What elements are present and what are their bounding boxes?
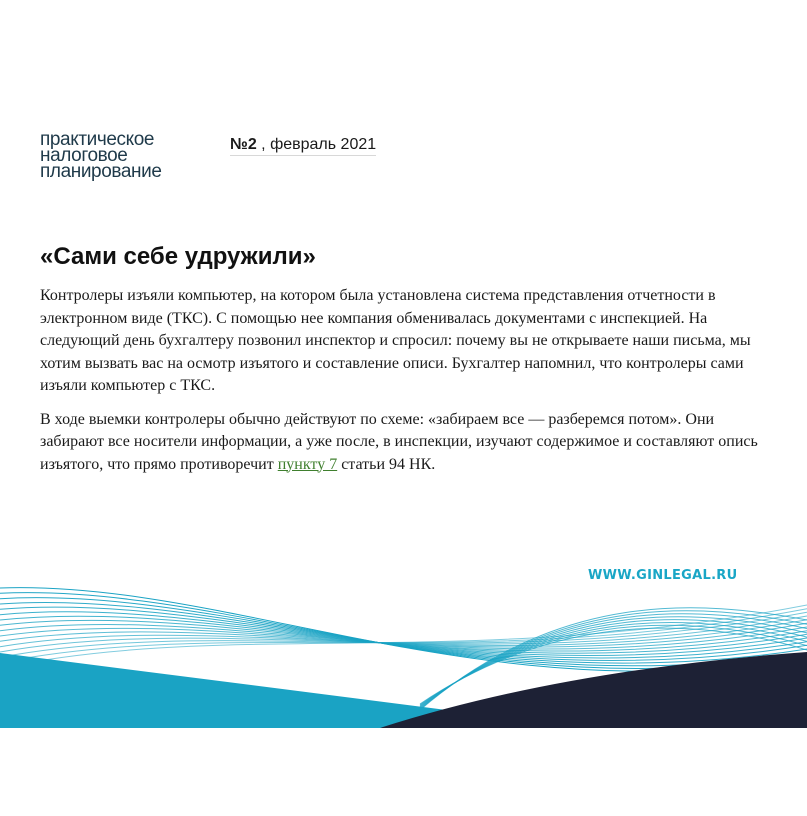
issue-number: №2 bbox=[230, 136, 257, 153]
wave-line bbox=[0, 588, 807, 672]
issue-info bbox=[230, 136, 376, 156]
paragraph-2-text-end: статьи 94 НК. bbox=[337, 455, 436, 473]
issue-date: февраль 2021 bbox=[265, 136, 377, 153]
cyan-shape bbox=[0, 653, 480, 728]
law-reference-link[interactable]: пункту 7 bbox=[277, 455, 338, 473]
website-url[interactable]: WWW.GINLEGAL.RU bbox=[588, 568, 738, 583]
brand-logo bbox=[40, 129, 162, 182]
article-paragraph-2 bbox=[40, 409, 780, 477]
article-paragraph-1: Контролеры изъяли компьютер, на котором была установлена система представления отчетности в электронном виде (ТКС). С помощью нее компания обменивалась документами с инспекцией. На следующий день бухгалтеру позвонил инспектор и спросил: почему вы не открываете наши письма, мы хотим вызвать вас на осмотр изъятого и составление описи. Бухгалтер напомнил, что контролеры сами изъяли компьютер с ТКС. bbox=[40, 287, 751, 394]
article-title: «Сами себе удружили» bbox=[40, 243, 316, 270]
issue-separator: , bbox=[256, 136, 266, 153]
wave-banner bbox=[0, 560, 807, 730]
article-body bbox=[40, 285, 780, 487]
paragraph-2-text-start: В ходе выемки контролеры обычно действуют по схеме: «забираем все — разберемся потом». Они забирают все носители информации, а уже после, в инспекции, изучают содержимое и составляют опись изъятого, что прямо противоречит bbox=[40, 410, 758, 473]
brand-line-1: практическое bbox=[40, 129, 155, 150]
brand-line-3: планирование bbox=[40, 161, 162, 182]
wave-line bbox=[0, 602, 807, 663]
brand-line-2: налоговое bbox=[40, 145, 128, 166]
